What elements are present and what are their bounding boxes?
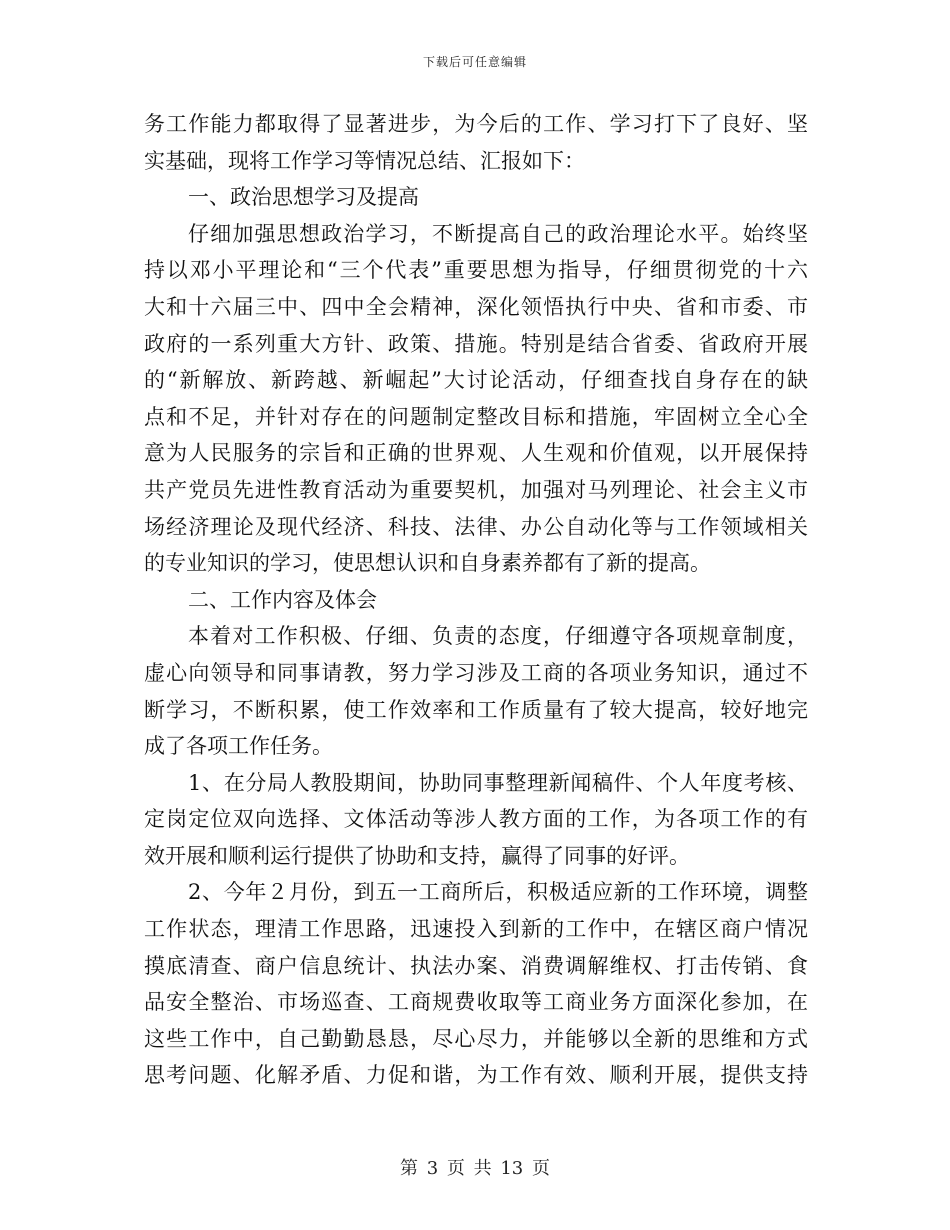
- page-header: 下载后可任意编辑: [422, 55, 527, 69]
- body-line: 效开展和顺利运行提供了协助和支持，赢得了同事的好评。: [144, 843, 690, 868]
- body-line: 本着对工作积极、仔细、负责的态度，仔细遵守各项规章制度，: [188, 624, 808, 649]
- body-line: 的专业知识的学习，使思想认识和自身素养都有了新的提高。: [144, 551, 711, 576]
- body-line: 共产党员先进性教育活动为重要契机，加强对马列理论、社会主义市: [144, 477, 808, 502]
- body-line: 这些工作中，自己勤勤恳恳，尽心尽力，并能够以全新的思维和方式: [144, 1026, 808, 1051]
- body-line: 仔细加强思想政治学习，不断提高自己的政治理论水平。始终坚: [188, 221, 808, 246]
- body-line: 思考问题、化解矛盾、力促和谐，为工作有效、顺利开展，提供支持: [144, 1063, 808, 1088]
- body-line: 1、在分局人教股期间，协助同事整理新闻稿件、个人年度考核、: [188, 770, 808, 795]
- section-heading: 二、工作内容及体会: [188, 587, 377, 612]
- body-line: 点和不足，并针对存在的问题制定整改目标和措施，牢固树立全心全: [144, 404, 808, 429]
- body-line: 品安全整治、市场巡查、工商规费收取等工商业务方面深化参加，在: [144, 990, 808, 1015]
- section-heading: 一、政治思想学习及提高: [188, 185, 419, 210]
- page-number-footer: 第 3 页 共 13 页: [400, 1158, 550, 1179]
- body-line: 2、今年２月份，到五一工商所后，积极适应新的工作环境，调整: [188, 880, 808, 905]
- body-line: 务工作能力都取得了显著进步，为今后的工作、学习打下了良好、坚: [144, 112, 808, 136]
- body-line: 成了各项工作任务。: [144, 734, 333, 759]
- body-line: 意为人民服务的宗旨和正确的世界观、人生观和价值观，以开展保持: [144, 441, 808, 466]
- body-line: 断学习，不断积累，使工作效率和工作质量有了较大提高，较好地完: [144, 697, 808, 722]
- body-line: 政府的一系列重大方针、政策、措施。特别是结合省委、省政府开展: [144, 331, 808, 356]
- body-line: 摸底清查、商户信息统计、执法办案、消费调解维权、打击传销、食: [144, 953, 808, 978]
- body-line: 实基础，现将工作学习等情况总结、汇报如下：: [144, 148, 585, 173]
- body-line: 大和十六届三中、四中全会精神，深化领悟执行中央、省和市委、市: [144, 294, 808, 319]
- document-body: [144, 106, 808, 1094]
- body-line: 定岗定位双向选择、文体活动等涉人教方面的工作，为各项工作的有: [144, 807, 808, 832]
- body-line: 场经济理论及现代经济、科技、法律、办公自动化等与工作领域相关: [144, 514, 808, 539]
- body-line: 持以邓小平理论和“三个代表”重要思想为指导，仔细贯彻党的十六: [144, 258, 808, 283]
- body-line: 工作状态，理清工作思路，迅速投入到新的工作中，在辖区商户情况: [144, 917, 808, 942]
- body-line: 虚心向领导和同事请教，努力学习涉及工商的各项业务知识，通过不: [144, 660, 808, 685]
- body-line: 的“新解放、新跨越、新崛起”大讨论活动，仔细查找自身存在的缺: [144, 368, 808, 393]
